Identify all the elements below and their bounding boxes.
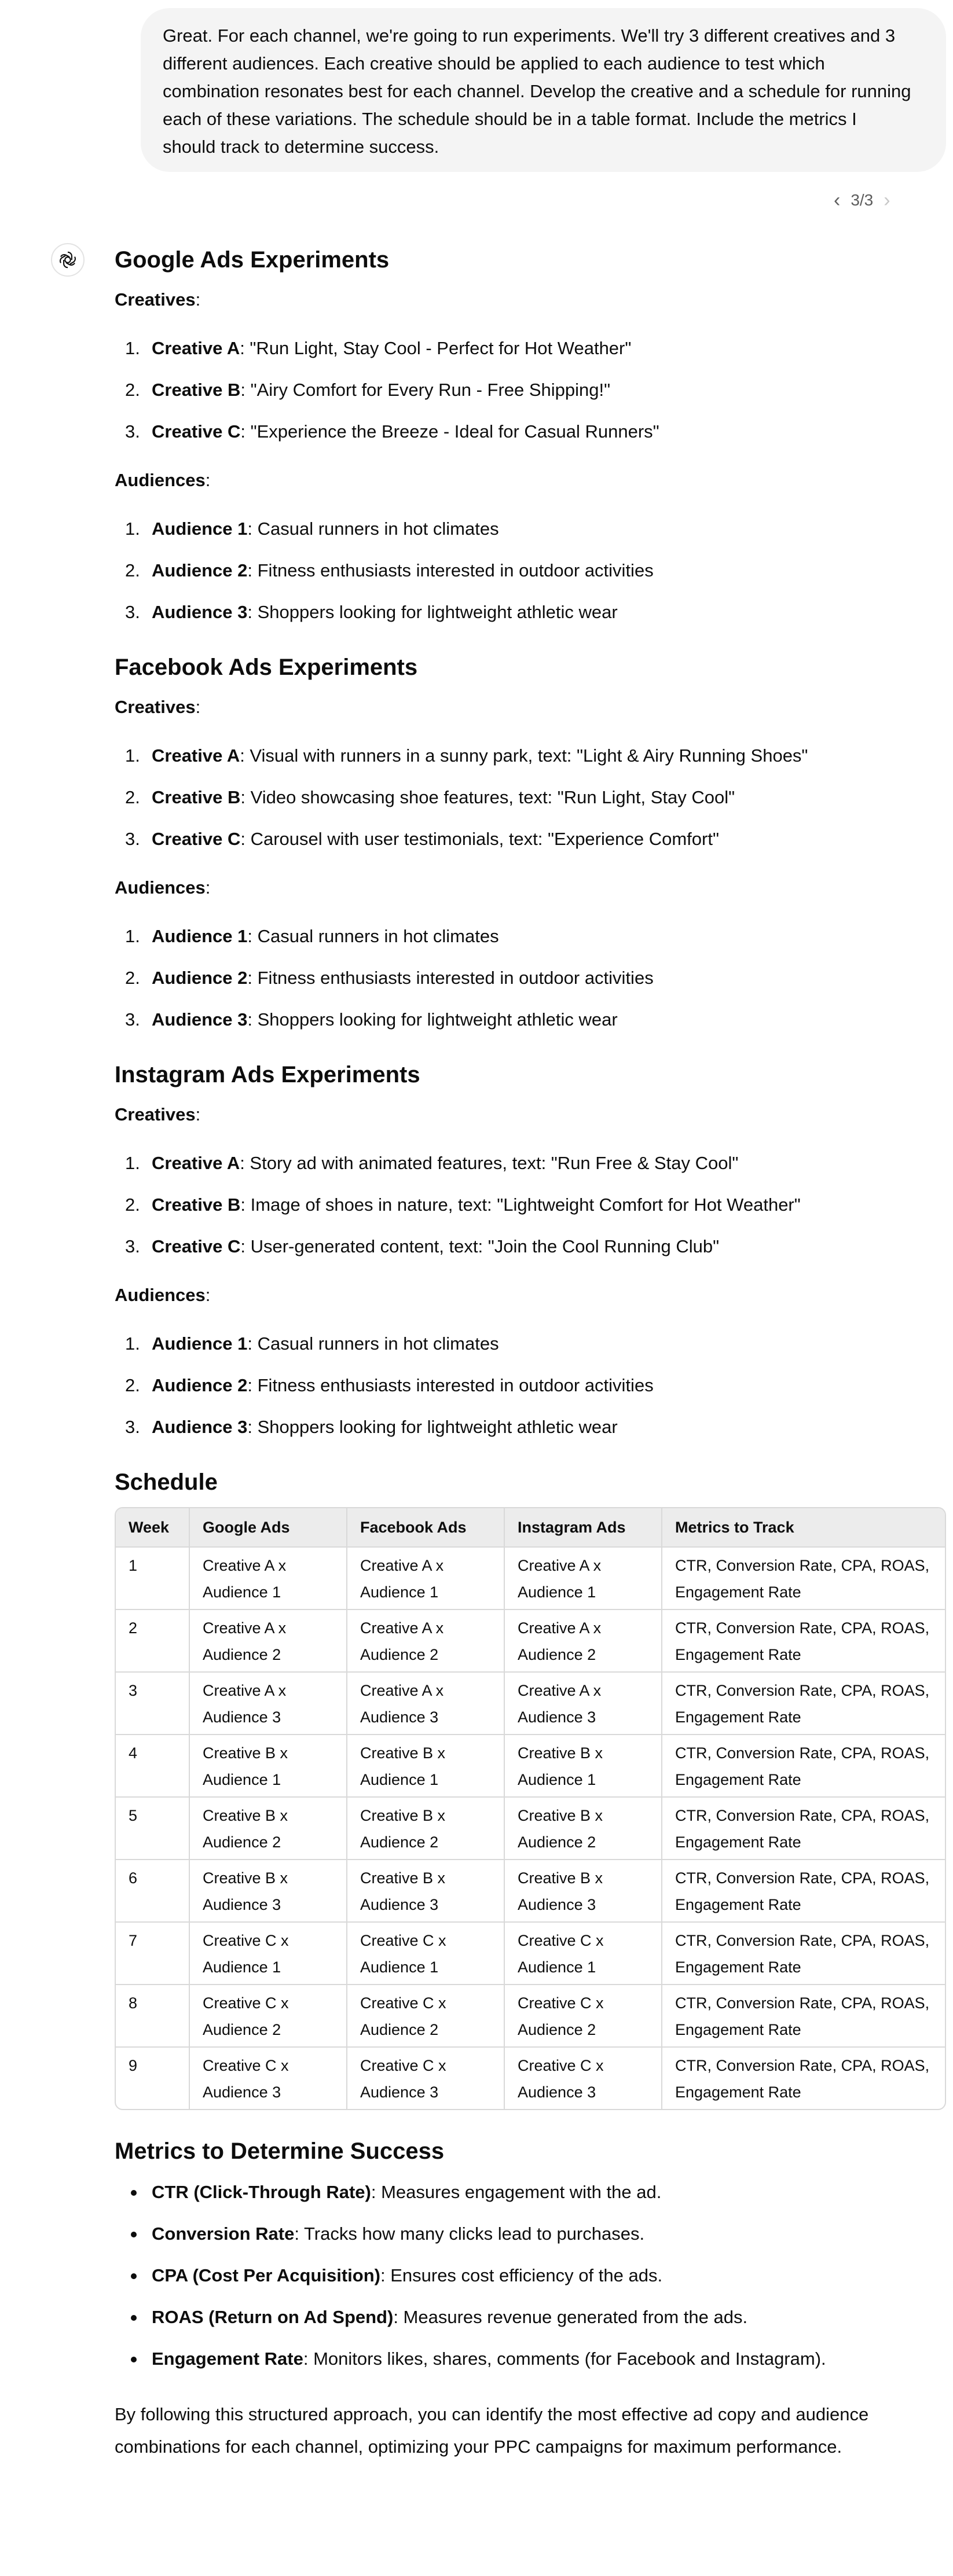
audiences-list <box>115 923 946 1034</box>
creatives-label-text: Creatives <box>115 1104 196 1125</box>
cell-metrics: CTR, Conversion Rate, CPA, ROAS, Engagement Rate <box>662 1860 945 1923</box>
item-name: Creative C <box>152 421 241 442</box>
audiences-label-text: Audiences <box>115 877 206 898</box>
cell-facebook: Creative C x Audience 3 <box>347 2048 505 2109</box>
item-text: : User-generated content, text: "Join the Cool Running Club" <box>240 1236 720 1256</box>
list-item <box>115 335 946 362</box>
cell-google: Creative A x Audience 1 <box>190 1548 347 1610</box>
schedule-header-row <box>116 1508 945 1548</box>
table-row <box>116 1548 945 1610</box>
list-item <box>115 964 946 992</box>
item-text: : "Experience the Breeze - Ideal for Casual Runners" <box>240 421 659 442</box>
metric-text: : Tracks how many clicks lead to purchases. <box>294 2224 645 2244</box>
item-name: Audience 3 <box>152 602 248 622</box>
cell-week: 7 <box>116 1923 190 1985</box>
creatives-label <box>115 693 946 721</box>
audiences-label-text: Audiences <box>115 470 206 490</box>
cell-week: 2 <box>116 1610 190 1673</box>
item-name: Creative C <box>152 829 241 849</box>
cell-facebook: Creative A x Audience 3 <box>347 1673 505 1735</box>
cell-instagram: Creative A x Audience 3 <box>505 1673 662 1735</box>
list-item <box>115 1330 946 1358</box>
metric-name: ROAS (Return on Ad Spend) <box>152 2307 394 2327</box>
item-name: Creative A <box>152 745 240 766</box>
audiences-list <box>115 515 946 626</box>
cell-facebook: Creative B x Audience 3 <box>347 1860 505 1923</box>
response-pager <box>834 186 938 214</box>
cell-week: 4 <box>116 1735 190 1798</box>
item-name: Creative C <box>152 1236 241 1256</box>
list-number: 1. <box>125 1333 140 1354</box>
cell-metrics: CTR, Conversion Rate, CPA, ROAS, Engagement Rate <box>662 1673 945 1735</box>
item-name: Creative B <box>152 380 241 400</box>
list-item <box>115 2262 946 2290</box>
list-number: 3. <box>125 1417 140 1437</box>
cell-google: Creative A x Audience 3 <box>190 1673 347 1735</box>
cell-metrics: CTR, Conversion Rate, CPA, ROAS, Engagement Rate <box>662 1735 945 1798</box>
cell-week: 1 <box>116 1548 190 1610</box>
item-text: : Casual runners in hot climates <box>247 1333 499 1354</box>
metric-text: : Measures revenue generated from the ads. <box>393 2307 748 2327</box>
cell-metrics: CTR, Conversion Rate, CPA, ROAS, Engagement Rate <box>662 1798 945 1860</box>
cell-facebook: Creative A x Audience 1 <box>347 1548 505 1610</box>
cell-facebook: Creative C x Audience 2 <box>347 1985 505 2048</box>
bullet-icon <box>131 2190 137 2196</box>
list-number: 3. <box>125 1009 140 1030</box>
cell-week: 9 <box>116 2048 190 2109</box>
list-number: 2. <box>125 1375 140 1395</box>
table-row <box>116 1798 945 1860</box>
item-text: : "Run Light, Stay Cool - Perfect for Hot Weather" <box>240 338 632 358</box>
list-number: 3. <box>125 421 140 442</box>
item-name: Audience 2 <box>152 1375 248 1395</box>
cell-week: 6 <box>116 1860 190 1923</box>
metric-text: : Measures engagement with the ad. <box>371 2182 662 2202</box>
metric-name: CPA (Cost Per Acquisition) <box>152 2265 380 2285</box>
cell-metrics: CTR, Conversion Rate, CPA, ROAS, Engagement Rate <box>662 1548 945 1610</box>
list-item <box>115 1191 946 1219</box>
cell-google: Creative B x Audience 2 <box>190 1798 347 1860</box>
metric-text: : Monitors likes, shares, comments (for Facebook and Instagram). <box>303 2349 826 2369</box>
label-colon: : <box>205 877 211 898</box>
list-item <box>115 1149 946 1177</box>
chevron-left-icon[interactable]: ‹ <box>834 189 841 211</box>
creatives-list <box>115 335 946 446</box>
cell-instagram: Creative A x Audience 2 <box>505 1610 662 1673</box>
list-item <box>115 784 946 811</box>
cell-instagram: Creative C x Audience 1 <box>505 1923 662 1985</box>
metric-text: : Ensures cost efficiency of the ads. <box>380 2265 663 2285</box>
list-number: 2. <box>125 1195 140 1215</box>
list-item <box>115 598 946 626</box>
item-name: Audience 1 <box>152 926 248 946</box>
list-number: 1. <box>125 1153 140 1173</box>
cell-facebook: Creative B x Audience 1 <box>347 1735 505 1798</box>
item-name: Creative B <box>152 1195 241 1215</box>
metric-name: CTR (Click-Through Rate) <box>152 2182 371 2202</box>
audiences-label <box>115 466 946 494</box>
table-row <box>116 1985 945 2048</box>
cell-instagram: Creative B x Audience 3 <box>505 1860 662 1923</box>
section-heading: Facebook Ads Experiments <box>115 655 418 680</box>
pager-count: 3/3 <box>851 191 874 209</box>
cell-instagram: Creative C x Audience 2 <box>505 1985 662 2048</box>
item-name: Creative A <box>152 338 240 358</box>
label-colon: : <box>195 289 201 310</box>
cell-metrics: CTR, Conversion Rate, CPA, ROAS, Engagement Rate <box>662 1923 945 1985</box>
metric-name: Conversion Rate <box>152 2224 295 2244</box>
item-name: Audience 2 <box>152 968 248 988</box>
list-item <box>115 825 946 853</box>
item-name: Audience 2 <box>152 560 248 580</box>
list-item <box>115 376 946 404</box>
cell-instagram: Creative A x Audience 1 <box>505 1548 662 1610</box>
item-name: Audience 1 <box>152 519 248 539</box>
audiences-label <box>115 874 946 902</box>
cell-instagram: Creative B x Audience 2 <box>505 1798 662 1860</box>
assistant-response <box>115 243 946 2463</box>
cell-google: Creative C x Audience 2 <box>190 1985 347 2048</box>
item-text: : Fitness enthusiasts interested in outdoor activities <box>247 968 654 988</box>
list-number: 1. <box>125 745 140 766</box>
list-item <box>115 1372 946 1399</box>
cell-instagram: Creative C x Audience 3 <box>505 2048 662 2109</box>
metric-name: Engagement Rate <box>152 2349 303 2369</box>
list-number: 3. <box>125 829 140 849</box>
schedule-heading: Schedule <box>115 1469 218 1495</box>
item-name: Audience 3 <box>152 1417 248 1437</box>
list-number: 3. <box>125 1236 140 1256</box>
list-number: 2. <box>125 560 140 580</box>
header-instagram: Instagram Ads <box>505 1508 662 1548</box>
creatives-label-text: Creatives <box>115 289 196 310</box>
cell-facebook: Creative C x Audience 1 <box>347 1923 505 1985</box>
user-message-bubble <box>141 8 946 172</box>
list-item <box>115 2178 946 2206</box>
list-item <box>115 1413 946 1441</box>
cell-week: 3 <box>116 1673 190 1735</box>
list-item <box>115 1006 946 1034</box>
audiences-list <box>115 1330 946 1441</box>
cell-google: Creative A x Audience 2 <box>190 1610 347 1673</box>
label-colon: : <box>205 470 211 490</box>
item-text: : Image of shoes in nature, text: "Lightweight Comfort for Hot Weather" <box>240 1195 801 1215</box>
openai-logo-icon <box>51 243 85 277</box>
item-text: : Shoppers looking for lightweight athletic wear <box>247 1417 618 1437</box>
table-row <box>116 1673 945 1735</box>
list-item <box>115 923 946 950</box>
metrics-heading: Metrics to Determine Success <box>115 2138 445 2164</box>
creatives-list <box>115 1149 946 1261</box>
cell-facebook: Creative A x Audience 2 <box>347 1610 505 1673</box>
creatives-list <box>115 742 946 853</box>
audiences-label <box>115 1281 946 1309</box>
metrics-list <box>115 2178 946 2373</box>
creatives-label <box>115 286 946 314</box>
audiences-label-text: Audiences <box>115 1285 206 1305</box>
list-item <box>115 418 946 446</box>
header-facebook: Facebook Ads <box>347 1508 505 1548</box>
list-item <box>115 2220 946 2248</box>
cell-metrics: CTR, Conversion Rate, CPA, ROAS, Engagement Rate <box>675 2057 930 2101</box>
schedule-table <box>115 1507 946 2110</box>
item-text: : Fitness enthusiasts interested in outdoor activities <box>247 560 654 580</box>
item-text: : Shoppers looking for lightweight athletic wear <box>247 1009 618 1030</box>
bullet-icon <box>131 2315 137 2321</box>
item-text: : Casual runners in hot climates <box>247 519 499 539</box>
list-item <box>115 742 946 770</box>
cell-week: 5 <box>116 1798 190 1860</box>
item-name: Creative A <box>152 1153 240 1173</box>
header-week: Week <box>116 1508 190 1548</box>
item-text: : "Airy Comfort for Every Run - Free Shipping!" <box>240 380 611 400</box>
table-row <box>116 1610 945 1673</box>
label-colon: : <box>205 1285 211 1305</box>
item-name: Audience 3 <box>152 1009 248 1030</box>
section-heading: Google Ads Experiments <box>115 247 390 273</box>
cell-metrics: CTR, Conversion Rate, CPA, ROAS, Engagement Rate <box>662 1610 945 1673</box>
label-colon: : <box>195 1104 201 1125</box>
cell-week: 8 <box>116 1985 190 2048</box>
item-text: : Shoppers looking for lightweight athletic wear <box>247 602 618 622</box>
cell-google: Creative C x Audience 1 <box>190 1923 347 1985</box>
table-row <box>116 2048 945 2109</box>
cell-google: Creative B x Audience 3 <box>190 1860 347 1923</box>
list-number: 3. <box>125 602 140 622</box>
table-row <box>116 1735 945 1798</box>
creatives-label <box>115 1101 946 1129</box>
cell-instagram: Creative B x Audience 1 <box>505 1735 662 1798</box>
section-heading: Instagram Ads Experiments <box>115 1062 420 1087</box>
chevron-right-icon[interactable]: › <box>884 189 890 211</box>
cell-metrics: CTR, Conversion Rate, CPA, ROAS, Engagement Rate <box>662 1985 945 2048</box>
bullet-icon <box>131 2273 137 2279</box>
closing-paragraph: By following this structured approach, you can identify the most effective ad copy and audience combinations for each channel, optimizing your PPC campaigns for maximum performance. <box>115 2404 869 2457</box>
label-colon: : <box>195 697 201 717</box>
user-message-text: Great. For each channel, we're going to run experiments. We'll try 3 different creatives and 3 different audiences. Each creative should be applied to each audience to test which combination resonates best for each channel. Develop the creative and a schedule for running each of these variations. The schedule should be in a table format. Include the metrics I should track to determine success. <box>163 25 911 157</box>
item-text: : Carousel with user testimonials, text: "Experience Comfort" <box>240 829 719 849</box>
list-number: 2. <box>125 380 140 400</box>
list-item <box>115 2345 946 2373</box>
item-text: : Casual runners in hot climates <box>247 926 499 946</box>
bullet-icon <box>131 2357 137 2362</box>
list-item <box>115 515 946 543</box>
list-item <box>115 1233 946 1261</box>
creatives-label-text: Creatives <box>115 697 196 717</box>
header-google: Google Ads <box>190 1508 347 1548</box>
list-number: 2. <box>125 968 140 988</box>
item-text: : Visual with runners in a sunny park, text: "Light & Airy Running Shoes" <box>240 745 808 766</box>
list-number: 2. <box>125 787 140 807</box>
list-number: 1. <box>125 519 140 539</box>
list-item <box>115 557 946 585</box>
list-item <box>115 2303 946 2331</box>
header-metrics: Metrics to Track <box>662 1508 945 1548</box>
item-name: Creative B <box>152 787 241 807</box>
bullet-icon <box>131 2232 137 2237</box>
table-row <box>116 1860 945 1923</box>
item-name: Audience 1 <box>152 1333 248 1354</box>
cell-facebook: Creative B x Audience 2 <box>347 1798 505 1860</box>
cell-google: Creative B x Audience 1 <box>190 1735 347 1798</box>
list-number: 1. <box>125 926 140 946</box>
item-text: : Fitness enthusiasts interested in outdoor activities <box>247 1375 654 1395</box>
item-text: : Story ad with animated features, text: "Run Free & Stay Cool" <box>240 1153 739 1173</box>
table-row <box>116 1923 945 1985</box>
list-number: 1. <box>125 338 140 358</box>
cell-google: Creative C x Audience 3 <box>190 2048 347 2109</box>
item-text: : Video showcasing shoe features, text: "Run Light, Stay Cool" <box>240 787 735 807</box>
